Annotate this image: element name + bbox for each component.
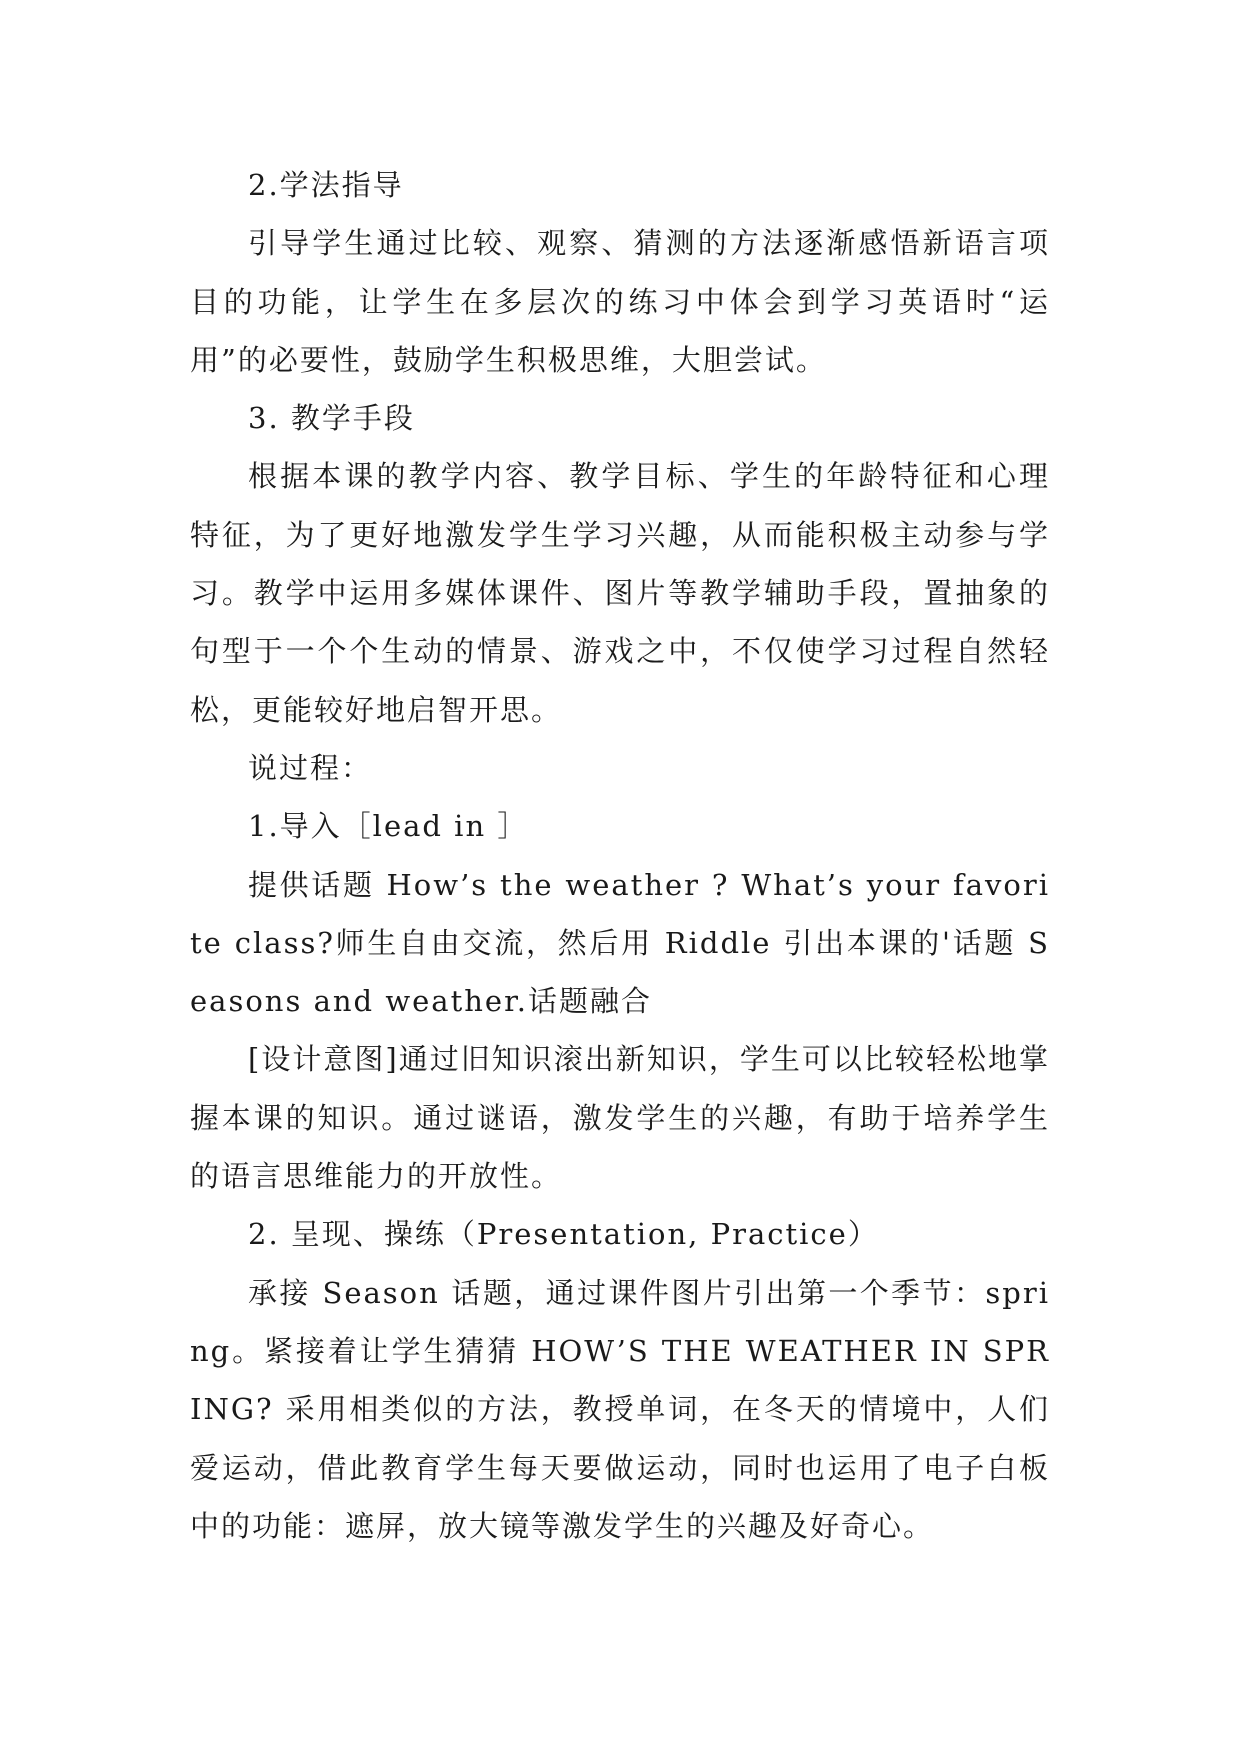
paragraph-lead-in: 提供话题 How’s the weather ? What’s your favorite class?师生自由交流，然后用 Riddle 引出本课的'话题 Seasons and weather.话题融合: [190, 867, 1050, 1019]
section-heading-presentation: 2. 呈现、操练（Presentation, Practice）: [248, 1217, 879, 1252]
section-heading-lead-in: 1.导入［lead in ］: [248, 809, 529, 844]
paragraph-teaching-means: 根据本课的教学内容、教学目标、学生的年龄特征和心理特征，为了更好地激发学生学习兴趣，从而能积极主动参与学习。教学中运用多媒体课件、图片等教学辅助手段，置抽象的句型于一个个生动的情景、游戏之中，不仅使学习过程自然轻松，更能较好地启智开思。: [190, 459, 1050, 727]
paragraph-study-guidance: 引导学生通过比较、观察、猜测的方法逐渐感悟新语言项目的功能，让学生在多层次的练习中体会到学习英语时“运用”的必要性，鼓励学生积极思维，大胆尝试。: [190, 226, 1050, 377]
paragraph-presentation: 承接 Season 话题，通过课件图片引出第一个季节：spring。紧接着让学生猜猜 HOW’S THE WEATHER IN SPRING? 采用相类似的方法，教授单词，在冬天的情境中，人们爱运动，借此教育学生每天要做运动，同时也运用了电子白板中的功能：遮屏，放大镜等激发学生的兴趣及好奇心。: [190, 1275, 1050, 1543]
section-heading-teaching-means: 3. 教学手段: [248, 401, 415, 436]
section-heading-study-guidance: 2.学法指导: [248, 168, 404, 202]
document-body: [190, 156, 1050, 1555]
section-heading-process: 说过程：: [248, 750, 373, 785]
paragraph-design-intent: [设计意图]通过旧知识滚出新知识，学生可以比较轻松地掌握本课的知识。通过谜语，激发学生的兴趣，有助于培养学生的语言思维能力的开放性。: [190, 1042, 1050, 1194]
